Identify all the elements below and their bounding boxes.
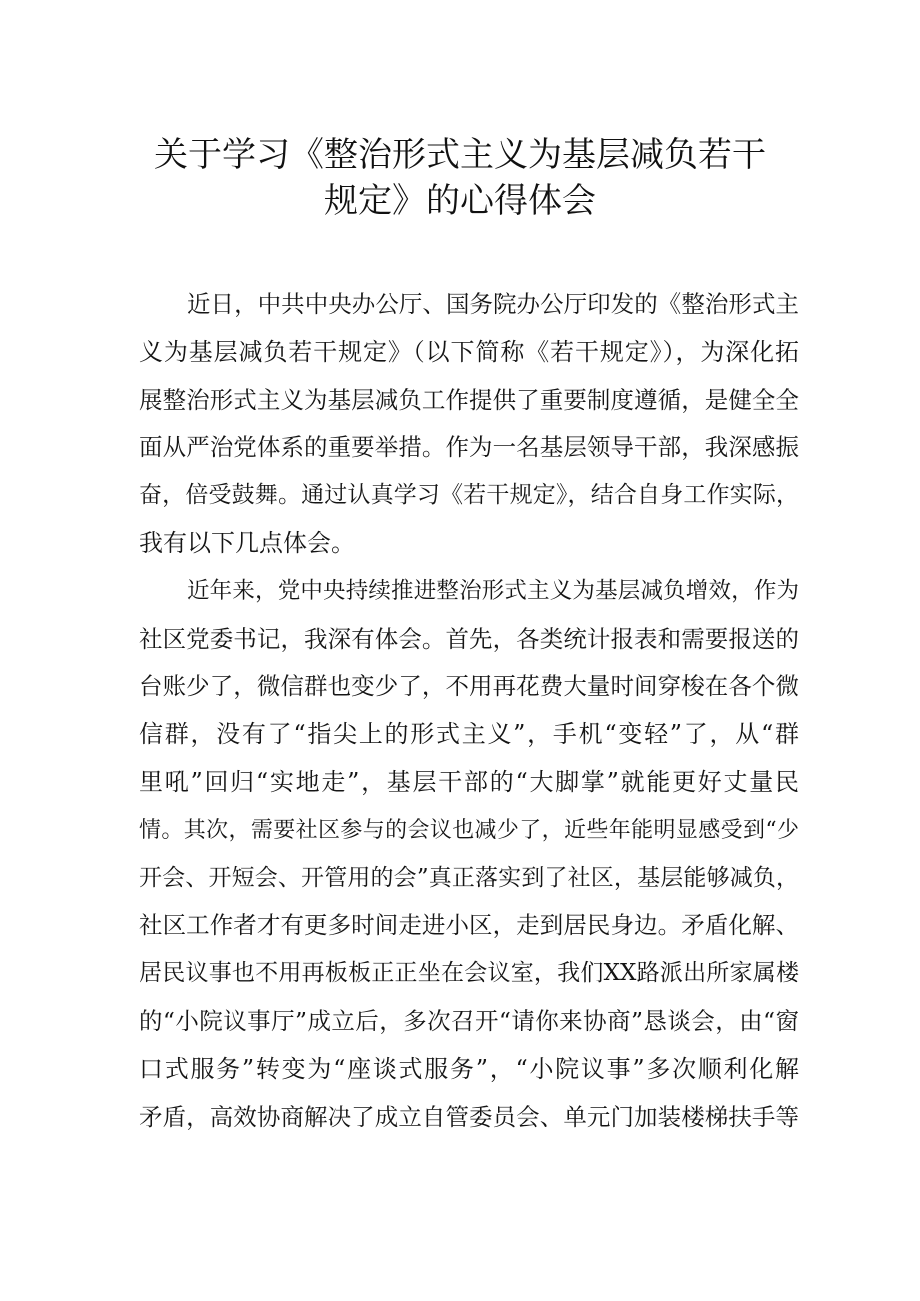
text-line: 口式服务”转变为“座谈式服务”，“小院议事”多次顺利化解: [139, 1054, 799, 1083]
text-line: 义为基层减负若干规定》（以下简称《若干规定》），为深化拓: [139, 337, 799, 366]
text-line: 面从严治党体系的重要举措。作为一名基层领导干部，我深感振: [139, 433, 799, 462]
text-line: 社区工作者才有更多时间走进小区，走到居民身边。矛盾化解、: [139, 911, 799, 940]
document-title: [120, 132, 800, 224]
text-line: 矛盾，高效协商解决了成立自管委员会、单元门加装楼梯扶手等: [139, 1102, 799, 1131]
text-line: 我有以下几点体会。: [139, 528, 355, 557]
text-line: 奋，倍受鼓舞。通过认真学习《若干规定》，结合自身工作实际，: [139, 482, 799, 509]
text-line: 里吼”回归“实地走”，基层干部的“大脚掌”就能更好丈量民: [139, 767, 799, 796]
text-line: 居民议事也不用再板板正正坐在会议室，我们XX路派出所家属楼: [139, 960, 799, 987]
title-line-1: 关于学习《整治形式主义为基层减负若干: [154, 135, 766, 175]
text-line: 台账少了，微信群也变少了，不用再花费大量时间穿梭在各个微: [139, 672, 799, 701]
document-body: [139, 281, 799, 1141]
title-line-2: 规定》的心得体会: [324, 181, 596, 221]
text-line: 近日，中共中央办公厅、国务院办公厅印发的《整治形式主: [187, 290, 799, 318]
paragraph-2: [139, 568, 799, 1142]
text-line: 社区党委书记，我深有体会。首先，各类统计报表和需要报送的: [139, 624, 799, 653]
text-line: 信群，没有了“指尖上的形式主义”，手机“变轻”了，从“群: [139, 720, 799, 749]
text-line: 的“小院议事厅”成立后，多次召开“请你来协商”恳谈会，由“窗: [139, 1006, 799, 1035]
text-line: 展整治形式主义为基层减负工作提供了重要制度遵循，是健全全: [139, 385, 799, 414]
text-line: 开会、开短会、开管用的会”真正落实到了社区，基层能够减负，: [139, 864, 799, 891]
text-line: 情。其次，需要社区参与的会议也减少了，近些年能明显感受到“少: [139, 817, 799, 843]
text-line: 近年来，党中央持续推进整治形式主义为基层减负增效，作为: [187, 577, 799, 604]
paragraph-1: [139, 281, 799, 568]
